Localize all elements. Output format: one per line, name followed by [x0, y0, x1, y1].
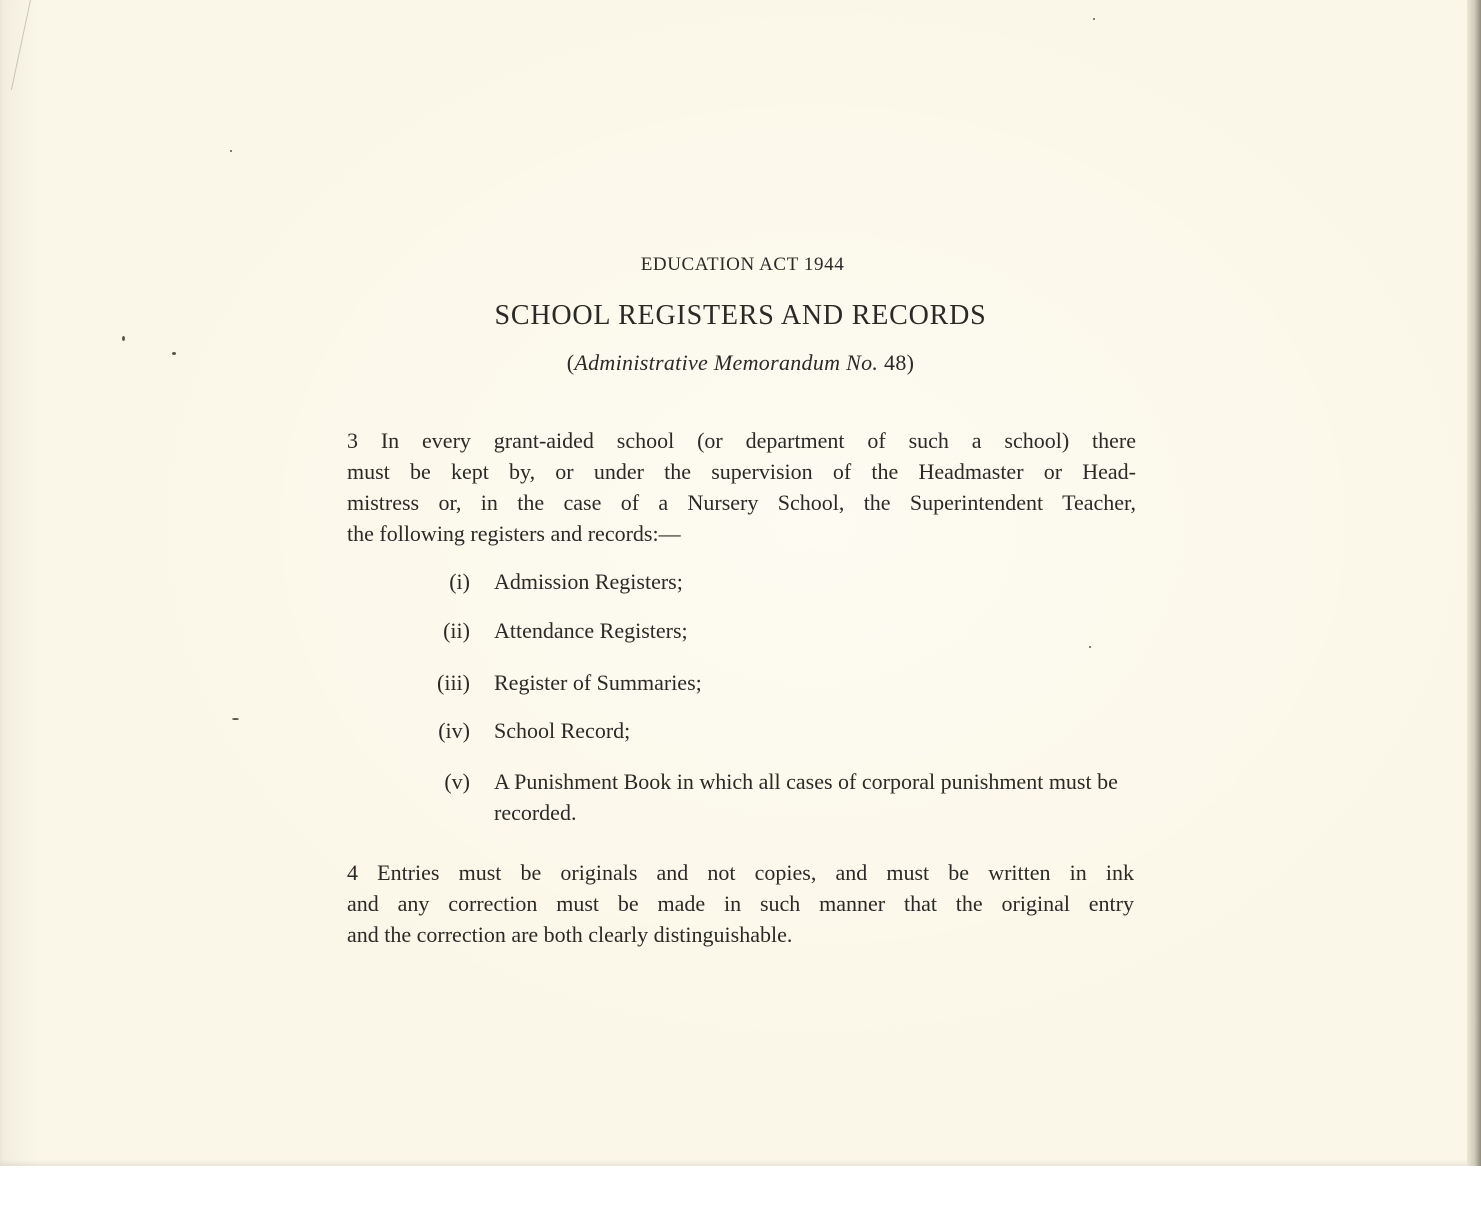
paper-speck	[1093, 18, 1095, 20]
paper-speck	[1089, 646, 1091, 648]
paragraph-4	[347, 857, 1134, 950]
paragraph-3-line: mistress or, in the case of a Nursery School, the Superintendent Teacher,	[347, 490, 1136, 515]
paragraph-3-line: must be kept by, or under the supervision of the Headmaster or Head-	[347, 459, 1136, 484]
page-title: SCHOOL REGISTERS AND RECORDS	[494, 300, 987, 331]
paragraph-4-line: and the correction are both clearly distinguishable.	[347, 922, 793, 947]
list-item-numeral: (iii)	[437, 670, 470, 695]
list-item-text: A Punishment Book in which all cases of corporal punishment must be recorded.	[494, 769, 1118, 825]
paper-right-edge	[1467, 0, 1481, 1166]
memorandum-subtitle	[0, 350, 1481, 376]
paragraph-3	[347, 425, 1136, 549]
list-item-numeral: (ii)	[443, 618, 470, 643]
list-item-numeral: (iv)	[438, 718, 470, 743]
act-heading: EDUCATION ACT 1944	[640, 254, 845, 275]
memo-open-paren: (	[566, 350, 575, 375]
memo-italic-label: Administrative Memorandum No.	[574, 350, 879, 375]
paper-speck	[230, 150, 232, 152]
corner-fold-mark	[0, 0, 31, 90]
list-item-text: Attendance Registers;	[494, 618, 688, 643]
paper-speck	[232, 718, 239, 720]
paragraph-4-line: 4 Entries must be originals and not copies, and must be written in ink	[347, 860, 1134, 885]
paragraph-4-line: and any correction must be made in such manner that the original entry	[347, 891, 1134, 916]
list-item-numeral: (i)	[449, 569, 470, 594]
memo-number: 48)	[878, 350, 915, 375]
list-item-text: School Record;	[494, 718, 631, 743]
paper-speck	[122, 336, 125, 341]
list-item-text: Admission Registers;	[494, 569, 683, 594]
paragraph-3-line: the following registers and records:—	[347, 521, 681, 546]
list-item-numeral: (v)	[444, 769, 470, 794]
paragraph-3-line: 3 In every grant-aided school (or department of such a school) there	[347, 428, 1136, 453]
list-item-text: Register of Summaries;	[494, 670, 702, 695]
